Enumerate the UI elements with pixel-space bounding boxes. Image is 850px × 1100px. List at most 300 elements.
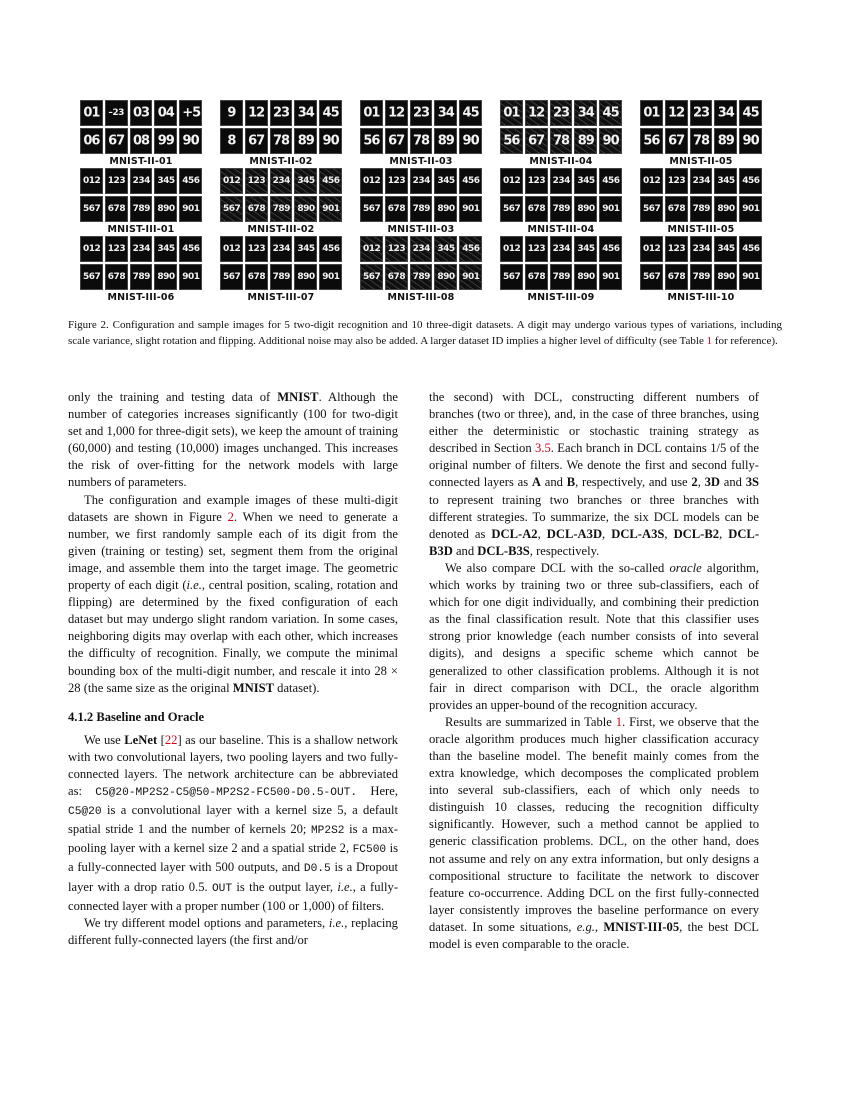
digit-sample: 345 (157, 244, 175, 254)
digit-sample: 9 (227, 105, 236, 121)
sample-image (500, 100, 523, 126)
digit-sample: 123 (667, 176, 686, 186)
digit-sample: 890 (717, 204, 735, 214)
sample-image (690, 264, 713, 290)
sample-image (360, 100, 383, 126)
sample-image (665, 168, 688, 194)
sample-image (179, 264, 202, 290)
figure-ref-link[interactable]: 2 (227, 509, 234, 524)
digit-sample: 34 (577, 105, 594, 121)
sample-image (179, 128, 202, 154)
digit-sample: 06 (83, 133, 100, 149)
digit-sample: 123 (107, 244, 126, 254)
digit-sample: 12 (388, 105, 405, 121)
sample-image (550, 168, 573, 194)
sample-image (245, 168, 268, 194)
sample-image (434, 128, 457, 154)
dataset-panel (220, 168, 342, 235)
digit-sample: 567 (503, 272, 521, 282)
sample-image (220, 128, 243, 154)
sample-image (574, 236, 597, 262)
digit-sample: 99 (157, 133, 174, 149)
digit-sample: 23 (412, 105, 430, 121)
sample-image (690, 100, 713, 126)
digit-sample: 34 (717, 105, 734, 121)
digit-sample: 567 (503, 204, 521, 214)
sample-image (294, 100, 317, 126)
digit-sample: 345 (577, 244, 595, 254)
digit-sample: +5 (182, 105, 201, 121)
digit-sample: 08 (132, 133, 150, 149)
sample-image (360, 264, 383, 290)
dataset-panel (80, 236, 202, 303)
sample-image (154, 264, 177, 290)
sample-image (640, 168, 663, 194)
sample-image (360, 168, 383, 194)
sample-image (105, 196, 128, 222)
digit-sample: 567 (83, 272, 101, 282)
dataset-label: MNIST-III-03 (387, 224, 455, 235)
digit-sample: 234 (552, 244, 570, 254)
digit-sample: 04 (157, 105, 174, 121)
digit-sample: 567 (223, 272, 241, 282)
sample-grid (220, 168, 342, 222)
digit-sample: 456 (322, 244, 340, 254)
left-column (68, 389, 398, 949)
digit-sample: 567 (83, 204, 101, 214)
digit-sample: 123 (527, 244, 546, 254)
sample-image (319, 196, 342, 222)
digit-sample: 901 (462, 272, 480, 282)
dataset-label: MNIST-III-05 (667, 224, 735, 235)
digit-sample: 890 (297, 204, 315, 214)
sample-image (640, 100, 663, 126)
sample-image (245, 196, 268, 222)
sample-image (319, 264, 342, 290)
sample-image (105, 168, 128, 194)
sample-image (360, 128, 383, 154)
digit-sample: 89 (717, 133, 734, 149)
sample-image (665, 100, 688, 126)
sample-image (599, 100, 622, 126)
digit-sample: 901 (602, 204, 620, 214)
sample-image (220, 264, 243, 290)
digit-sample: 678 (247, 272, 266, 282)
sample-image (739, 100, 762, 126)
sample-image (690, 196, 713, 222)
digit-sample: 456 (182, 244, 200, 254)
digit-sample: 789 (552, 204, 570, 214)
digit-sample: 012 (363, 176, 381, 186)
sample-image (245, 128, 268, 154)
digit-sample: 789 (272, 272, 290, 282)
sample-image (599, 168, 622, 194)
dataset-panel (360, 168, 482, 235)
digit-sample: 901 (182, 272, 200, 282)
digit-sample: 89 (437, 133, 454, 149)
digit-sample: 67 (108, 133, 125, 149)
dataset-panel (500, 100, 622, 167)
sample-image (80, 236, 103, 262)
sample-image (665, 196, 688, 222)
sample-image (640, 196, 663, 222)
digit-sample: 567 (643, 272, 661, 282)
table-ref-link[interactable]: 1 (706, 335, 713, 348)
sample-image (434, 100, 457, 126)
section-ref-link[interactable]: 3.5 (535, 441, 551, 456)
digit-sample: 678 (107, 272, 126, 282)
sample-image (500, 168, 523, 194)
digit-sample: 234 (412, 244, 430, 254)
sample-image (410, 236, 433, 262)
sample-grid (640, 100, 762, 154)
sample-image (574, 128, 597, 154)
section-heading: 4.1.2 Baseline and Oracle (68, 709, 205, 724)
dataset-panel (220, 236, 342, 303)
dataset-panel (500, 168, 622, 235)
digit-sample: 901 (182, 204, 200, 214)
sample-image (105, 236, 128, 262)
sample-image (294, 264, 317, 290)
sample-image (105, 128, 128, 154)
sample-image (80, 168, 103, 194)
digit-sample: 345 (717, 244, 735, 254)
digit-sample: 456 (182, 176, 200, 186)
digit-sample: 01 (363, 105, 380, 121)
digit-sample: 234 (272, 176, 290, 186)
dataset-panel (80, 100, 202, 167)
digit-sample: 78 (412, 133, 430, 149)
sample-image (640, 264, 663, 290)
sample-grid (80, 168, 202, 222)
digit-sample: 456 (602, 244, 620, 254)
paragraph: We also compare DCL with the so-called oracle algorithm, which works by training two or three sub-classifiers, each of which for one digit individually, and combining their prediction as the final classification result. Note that this classifier uses strong prior knowledge (each number consists of into several digits), and designs a specific scheme which cannot be generalized to other classification problems. Although it is not fair in direct comparison with DCL, the oracle algorithm provides an upper-bound of the recognition accuracy. (429, 560, 759, 712)
sample-image (179, 196, 202, 222)
digit-sample: 123 (387, 176, 406, 186)
sample-image (385, 264, 408, 290)
digit-sample: 456 (462, 176, 480, 186)
sample-image (459, 128, 482, 154)
paragraph: the second) with DCL, constructing different numbers of branches (two or three), and, in the case of three branches, using either the deterministic or stochastic training strategy as described in Section 3.5. Each branch in DCL contains 1/5 of the original number of filters. We denote the first and second fully-connected layers as A and B, respectively, and use 2, 3D and 3S to represent training two branches or three branches with different strategies. To summarize, the six DCL models can be denoted as DCL-A2, DCL-A3D, DCL-A3S, DCL-B2, DCL-B3D and DCL-B3S, respectively. (429, 390, 760, 558)
digit-sample: 678 (387, 204, 406, 214)
digit-sample: –23 (108, 108, 124, 118)
digit-sample: 678 (107, 204, 126, 214)
sample-image (665, 128, 688, 154)
digit-sample: 012 (83, 244, 101, 254)
sample-image (525, 264, 548, 290)
paragraph: The configuration and example images of these multi-digit datasets are shown in Figure 2. When we need to generate a number, we first randomly sample each of its digit from the given (training or testing) set, segment them from the original image, and assemble them into the target image. The geometric property of each digit (i.e., central position, scaling, rotation and flipping) are determined by the fixed configuration of each dataset but may undergo slight random variation. In some cases, neighboring digits may overlap with each other, which increases the difficulty of recognition. Finally, we compute the minimal bounding box of the multi-digit number, and rescale it into 28 × 28 (the same size as the original MNIST dataset). (68, 492, 399, 695)
sample-image (80, 128, 103, 154)
digit-sample: 012 (83, 176, 101, 186)
digit-sample: 890 (577, 272, 595, 282)
dataset-panel (80, 168, 202, 235)
sample-image (665, 264, 688, 290)
sample-image (154, 100, 177, 126)
sample-image (665, 236, 688, 262)
sample-image (525, 168, 548, 194)
digit-sample: 789 (692, 204, 710, 214)
digit-sample: 123 (667, 244, 686, 254)
sample-image (640, 236, 663, 262)
sample-image (434, 264, 457, 290)
digit-sample: 567 (363, 272, 381, 282)
digit-sample: 345 (437, 244, 455, 254)
digit-sample: 90 (462, 133, 479, 149)
digit-sample: 01 (643, 105, 660, 121)
dataset-label: MNIST-II-01 (109, 156, 173, 167)
sample-image (385, 168, 408, 194)
sample-image (410, 168, 433, 194)
sample-image (385, 196, 408, 222)
digit-sample: 89 (297, 133, 314, 149)
digit-sample: 890 (297, 272, 315, 282)
digit-sample: 789 (692, 272, 710, 282)
sample-image (360, 236, 383, 262)
dataset-label: MNIST-II-02 (249, 156, 313, 167)
digit-sample: 345 (717, 176, 735, 186)
sample-image (550, 196, 573, 222)
digit-sample: 789 (132, 272, 150, 282)
digit-sample: 45 (322, 105, 339, 121)
sample-image (410, 128, 433, 154)
sample-image (294, 168, 317, 194)
digit-sample: 012 (503, 176, 521, 186)
sample-image (599, 196, 622, 222)
sample-image (220, 196, 243, 222)
sample-grid (500, 236, 622, 290)
digit-sample: 03 (132, 105, 150, 121)
sample-grid (500, 168, 622, 222)
digit-sample: 345 (297, 244, 315, 254)
digit-sample: 234 (132, 244, 150, 254)
digit-sample: 345 (297, 176, 315, 186)
sample-grid (360, 168, 482, 222)
digit-sample: 901 (322, 272, 340, 282)
dataset-label: MNIST-II-03 (389, 156, 453, 167)
digit-sample: 67 (388, 133, 405, 149)
sample-image (179, 100, 202, 126)
digit-sample: 234 (132, 176, 150, 186)
digit-sample: 01 (83, 105, 100, 121)
sample-image (459, 100, 482, 126)
sample-image (550, 236, 573, 262)
sample-image (385, 128, 408, 154)
digit-sample: 567 (363, 204, 381, 214)
sample-image (714, 236, 737, 262)
digit-sample: 890 (437, 204, 455, 214)
dataset-panel (360, 236, 482, 303)
digit-sample: 456 (602, 176, 620, 186)
sample-image (270, 168, 293, 194)
digit-sample: 89 (577, 133, 594, 149)
sample-image (525, 100, 548, 126)
digit-sample: 234 (692, 244, 710, 254)
digit-sample: 34 (297, 105, 314, 121)
sample-image (550, 100, 573, 126)
sample-image (459, 196, 482, 222)
sample-image (410, 196, 433, 222)
digit-sample: 012 (503, 244, 521, 254)
digit-sample: 23 (552, 105, 570, 121)
digit-sample: 67 (668, 133, 685, 149)
dataset-label: MNIST-III-01 (107, 224, 175, 235)
sample-image (105, 100, 128, 126)
sample-image (500, 196, 523, 222)
sample-image (574, 264, 597, 290)
digit-sample: 567 (223, 204, 241, 214)
sample-grid (80, 100, 202, 154)
digit-sample: 12 (528, 105, 545, 121)
figure-2 (80, 100, 770, 303)
sample-image (714, 196, 737, 222)
sample-image (319, 100, 342, 126)
sample-image (294, 128, 317, 154)
digit-sample: 456 (462, 244, 480, 254)
citation-link[interactable]: 22 (164, 732, 178, 747)
digit-sample: 901 (602, 272, 620, 282)
dataset-panel (640, 236, 762, 303)
sample-image (130, 168, 153, 194)
dataset-label: MNIST-III-04 (527, 224, 595, 235)
digit-sample: 45 (602, 105, 619, 121)
digit-sample: 23 (692, 105, 710, 121)
sample-image (245, 236, 268, 262)
sample-image (319, 168, 342, 194)
digit-sample: 56 (503, 133, 520, 149)
digit-sample: 234 (552, 176, 570, 186)
sample-image (294, 236, 317, 262)
digit-sample: 890 (437, 272, 455, 282)
sample-image (154, 168, 177, 194)
digit-sample: 012 (223, 244, 241, 254)
sample-image (270, 236, 293, 262)
sample-image (739, 236, 762, 262)
digit-sample: 345 (437, 176, 455, 186)
digit-sample: 67 (248, 133, 265, 149)
digit-sample: 90 (742, 133, 759, 149)
digit-sample: 901 (742, 272, 760, 282)
dataset-label: MNIST-III-10 (667, 292, 735, 303)
digit-sample: 678 (527, 204, 546, 214)
dataset-label: MNIST-III-07 (247, 292, 315, 303)
sample-image (574, 100, 597, 126)
sample-image (154, 236, 177, 262)
sample-grid (360, 100, 482, 154)
sample-image (690, 168, 713, 194)
sample-image (550, 264, 573, 290)
digit-sample: 901 (742, 204, 760, 214)
sample-image (360, 196, 383, 222)
sample-image (525, 128, 548, 154)
digit-sample: 890 (157, 272, 175, 282)
architecture-code: C5@20-MP2S2-C5@50-MP2S2-FC500-D0.5-OUT. (95, 787, 358, 800)
sample-image (80, 196, 103, 222)
sample-image (270, 196, 293, 222)
digit-sample: 78 (692, 133, 710, 149)
digit-sample: 23 (272, 105, 290, 121)
sample-image (220, 236, 243, 262)
digit-sample: 789 (552, 272, 570, 282)
dataset-label: MNIST-III-09 (527, 292, 595, 303)
sample-image (179, 168, 202, 194)
dataset-panel (640, 100, 762, 167)
digit-sample: 678 (387, 272, 406, 282)
sample-image (599, 236, 622, 262)
sample-image (459, 236, 482, 262)
digit-sample: 234 (272, 244, 290, 254)
digit-sample: 45 (462, 105, 479, 121)
digit-sample: 123 (247, 176, 266, 186)
sample-image (319, 128, 342, 154)
sample-image (714, 264, 737, 290)
digit-sample: 01 (503, 105, 520, 121)
paragraph: We use LeNet [22] as our baseline. This is a shallow network with two convolutional layers, two pooling layers and two fully-connected layers. The network architecture can be abbreviated as: C5@20-MP2S2-C5@50-MP2S2-FC500-D0.5-OUT. Here, C5@20 is a convolutional layer with a kernel size 5, a default spatial stride 1 and the number of kernels 20; MP2S2 is a max-pooling layer with a kernel size 2 and a spatial stride 2, FC500 is a fully-connected layer with 500 outputs, and D0.5 is a Dropout layer with a drop ratio 0.5. OUT is the output layer, i.e., a fully-connected layer with a proper number (100 or 1,000) of filters. (68, 732, 399, 913)
digit-sample: 90 (322, 133, 339, 149)
dataset-label: MNIST-II-05 (669, 156, 733, 167)
digit-sample: 123 (527, 176, 546, 186)
digit-sample: 90 (182, 133, 199, 149)
sample-image (714, 128, 737, 154)
sample-image (500, 128, 523, 154)
sample-grid (220, 236, 342, 290)
sample-image (410, 264, 433, 290)
sample-image (130, 128, 153, 154)
digit-sample: 234 (412, 176, 430, 186)
digit-sample: 34 (437, 105, 454, 121)
sample-image (550, 128, 573, 154)
digit-sample: 345 (157, 176, 175, 186)
sample-image (410, 100, 433, 126)
sample-image (739, 128, 762, 154)
dataset-label: MNIST-II-04 (529, 156, 593, 167)
sample-image (270, 128, 293, 154)
digit-sample: 012 (643, 244, 661, 254)
sample-image (80, 100, 103, 126)
paragraph: Results are summarized in Table 1. First, we observe that the oracle algorithm produces much higher classification accuracy than the baseline model. The benefit mainly comes from the extra knowledge, which decomposes the complicated problem into several sub-classifiers, each of which only needs to distinguish 10 classes, reducing the recognition difficulty significantly. However, such a method cannot be applied to generic classification problems. DCL, on the other hand, does not assume and rely on any extra information, but only designs a compositional structure to facilitate the network to discover feature co-occurrence. Adding DCL on the first fully-connected layer consistently improves the baseline performance on every dataset. In some situations, e.g., MNIST-III-05, the best DCL model is even comparable to the oracle. (429, 714, 759, 951)
digit-sample: 678 (667, 272, 686, 282)
digit-sample: 345 (577, 176, 595, 186)
digit-sample: 234 (692, 176, 710, 186)
sample-image (130, 236, 153, 262)
digit-sample: 789 (272, 204, 290, 214)
table-ref-link[interactable]: 1 (615, 714, 623, 729)
sample-image (739, 264, 762, 290)
dataset-panel (500, 236, 622, 303)
digit-sample: 456 (742, 244, 760, 254)
digit-sample: 12 (248, 105, 265, 121)
sample-image (80, 264, 103, 290)
digit-sample: 78 (552, 133, 570, 149)
digit-sample: 456 (322, 176, 340, 186)
digit-sample: 789 (132, 204, 150, 214)
digit-sample: 12 (668, 105, 685, 121)
digit-sample: 789 (412, 204, 430, 214)
digit-sample: 678 (667, 204, 686, 214)
digit-sample: 56 (643, 133, 660, 149)
sample-grid (220, 100, 342, 154)
digit-sample: 8 (227, 133, 236, 149)
digit-sample: 123 (247, 244, 266, 254)
sample-image (130, 196, 153, 222)
digit-sample: 567 (643, 204, 661, 214)
sample-image (739, 196, 762, 222)
sample-grid (360, 236, 482, 290)
dataset-panel (360, 100, 482, 167)
dataset-panel (220, 100, 342, 167)
digit-sample: 890 (157, 204, 175, 214)
sample-image (574, 196, 597, 222)
sample-image (245, 264, 268, 290)
